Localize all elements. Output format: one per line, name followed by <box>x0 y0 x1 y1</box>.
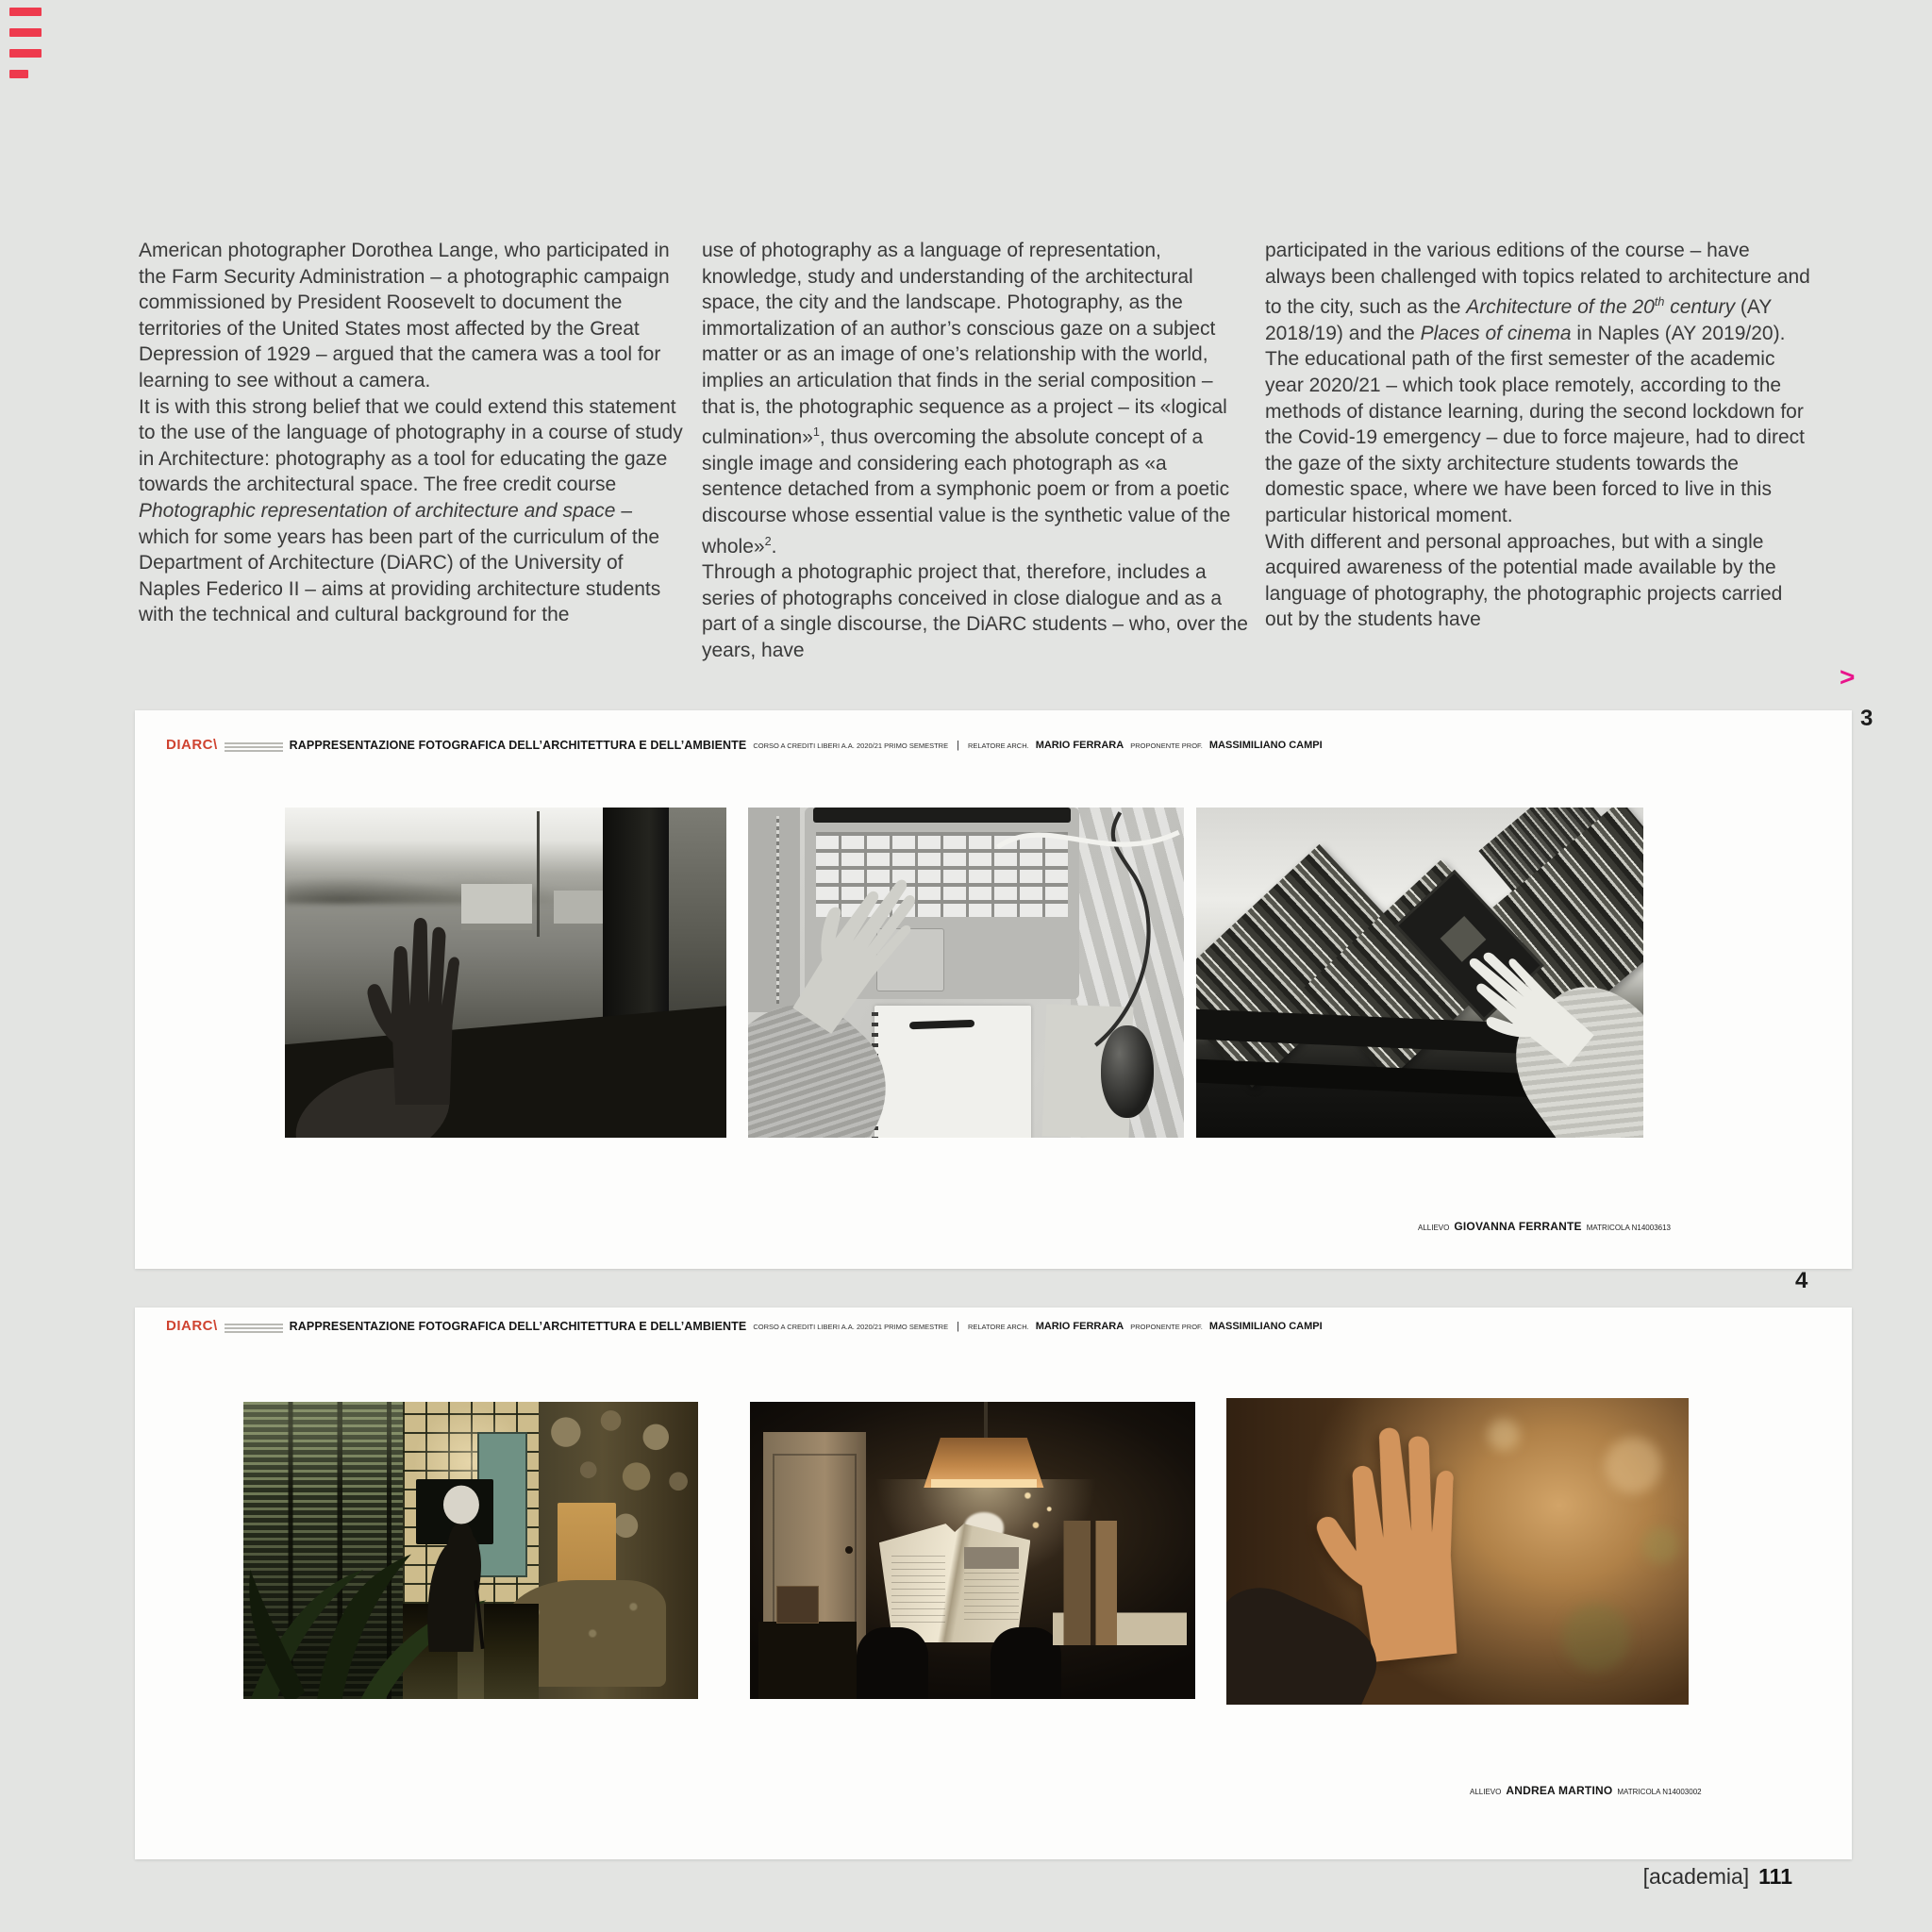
diarc-logo: DIARC\ <box>166 1318 218 1334</box>
photo-newspaper-lamp <box>750 1402 1195 1699</box>
photo-laptop-desk <box>748 808 1184 1138</box>
board-course-info: CORSO A CREDITI LIBERI A.A. 2020/21 PRIMO SEMESTRE <box>753 1323 949 1331</box>
student-name: ANDREA MARTINO <box>1506 1784 1613 1797</box>
paragraph: The educational path of the first semester of the academic year 2020/21 – which took place remotely, according to the methods of distance learning, during the second lockdown for the Covid-19 emergency – due to force majeure, had to direct the gaze of the sixty architecture students towards the domestic space, where we have been forced to live in this particular historical moment. <box>1265 348 1805 526</box>
print-mark <box>9 70 28 78</box>
paragraph: participated in the various editions of the course – have always been challenged with topics related to architecture and to the city, such as the Architecture of the 20th century (AY 2018/19) and the Places of cinema in Naples (AY 2019/20). <box>1265 240 1810 344</box>
board-course-info: CORSO A CREDITI LIBERI A.A. 2020/21 PRIMO SEMESTRE <box>753 741 949 750</box>
picture-frame <box>776 1586 818 1624</box>
proponente-label: PROPONENTE PROF. <box>1130 1323 1203 1331</box>
side-table <box>758 1622 857 1699</box>
hand-silhouette <box>356 907 488 1105</box>
diarc-logo: DIARC\ <box>166 737 218 753</box>
matricola: MATRICOLA N14003002 <box>1617 1788 1702 1796</box>
armchair-arm <box>991 1627 1062 1699</box>
paragraph: American photographer Dorothea Lange, who participated in the Farm Security Administration – a photographic campaign commissioned by President Roosevelt to document the territories of the United States most affected by the Great Depression of 1929 – argued that the camera was a tool for learning to see without a camera. <box>139 240 670 391</box>
proponente-label: PROPONENTE PROF. <box>1130 741 1203 750</box>
separator: | <box>957 740 959 751</box>
separator: | <box>957 1321 959 1332</box>
board-title: RAPPRESENTAZIONE FOTOGRAFICA DELL’ARCHITETTURA E DELL’AMBIENTE <box>289 739 747 752</box>
shelf-clutter <box>1053 1521 1187 1645</box>
figure-3-header <box>166 739 1323 753</box>
allievo-label: ALLIEVO <box>1470 1788 1502 1796</box>
open-newspaper <box>879 1524 1030 1642</box>
relatore-label: RELATORE ARCH. <box>967 741 1029 750</box>
article-text <box>139 238 1814 664</box>
figure-4-board <box>135 1307 1852 1859</box>
proponente-name: MASSIMILIANO CAMPI <box>1208 1321 1323 1332</box>
page-footer <box>1643 1864 1792 1890</box>
photo-bookshelf-hand <box>1196 808 1643 1138</box>
print-mark <box>9 8 42 16</box>
continue-arrow-icon: > <box>1840 662 1856 691</box>
photo-elderly-woman-veranda <box>243 1402 698 1699</box>
matricola: MATRICOLA N14003613 <box>1586 1224 1671 1232</box>
figure-4-header <box>166 1320 1323 1334</box>
elderly-woman-silhouette <box>408 1474 503 1652</box>
student-name: GIOVANNA FERRANTE <box>1454 1220 1582 1233</box>
photo-raised-hand <box>1226 1398 1689 1705</box>
photo-hand-on-window <box>285 808 726 1138</box>
relatore-name: MARIO FERRARA <box>1035 740 1124 751</box>
paragraph: With different and personal approaches, but with a single acquired awareness of the potential made available by the language of photography, the photographic projects carried out by the students have <box>1265 530 1783 631</box>
proponente-name: MASSIMILIANO CAMPI <box>1208 740 1323 751</box>
print-mark <box>9 49 42 58</box>
paragraph: It is with this strong belief that we could extend this statement to the use of the language of photography in a course of study in Architecture: photography as a tool for educating the gaze towards the architectural space. The free credit course Photographic representation of architecture and space – which for some years has been part of the curriculum of the Department of Architecture (DiARC) of the University of Naples Federico II – aims at providing architecture students with the technical and cultural background for the <box>139 395 683 626</box>
utility-pole <box>537 811 540 937</box>
print-marks <box>9 8 42 91</box>
board-title: RAPPRESENTAZIONE FOTOGRAFICA DELL’ARCHITETTURA E DELL’AMBIENTE <box>289 1320 747 1333</box>
figure-number-4: 4 <box>1795 1268 1808 1293</box>
figure-number-3: 3 <box>1860 706 1874 731</box>
figure-4-caption <box>1470 1784 1702 1797</box>
article-column-3 <box>1265 238 1812 664</box>
academia-label: [academia] <box>1642 1864 1750 1889</box>
house <box>554 891 602 924</box>
paragraph: Through a photographic project that, therefore, includes a series of photographs conceived in close dialogue and as a part of a single discourse, the DiARC students – who, over the years, have <box>702 561 1248 661</box>
relatore-name: MARIO FERRARA <box>1035 1321 1124 1332</box>
relatore-label: RELATORE ARCH. <box>967 1323 1029 1331</box>
paragraph: use of photography as a language of representation, knowledge, study and understanding of the architectural space, the city and the landscape. Photography, as the immortalization of an author’s conscious gaze on a subject matter or as an image of one’s relationship with the world, implies an articulation that finds in the serial composition – that is, the photographic sequence as a project – its «logical culmination»$^1$, thus overcoming the absolute concept of a single image and considering each photograph as «a sentence detached from a symphonic poem or from a poetic discourse whose essential value is the synthetic value of the whole»$^2$. <box>702 240 1231 558</box>
diarc-signature-lines <box>225 1322 283 1333</box>
allievo-label: ALLIEVO <box>1418 1224 1450 1232</box>
lamp-rod <box>984 1402 988 1441</box>
article-column-1 <box>139 238 686 664</box>
cables <box>988 808 1184 1056</box>
diarc-signature-lines <box>225 741 283 752</box>
page-number: 111 <box>1758 1864 1792 1889</box>
lamp-shade <box>924 1438 1043 1489</box>
armchair-arm <box>857 1627 928 1699</box>
figure-3-caption <box>1418 1220 1671 1233</box>
print-mark <box>9 28 42 37</box>
figure-3-board <box>135 710 1852 1269</box>
door-knob <box>845 1546 853 1554</box>
article-column-2 <box>702 238 1249 664</box>
